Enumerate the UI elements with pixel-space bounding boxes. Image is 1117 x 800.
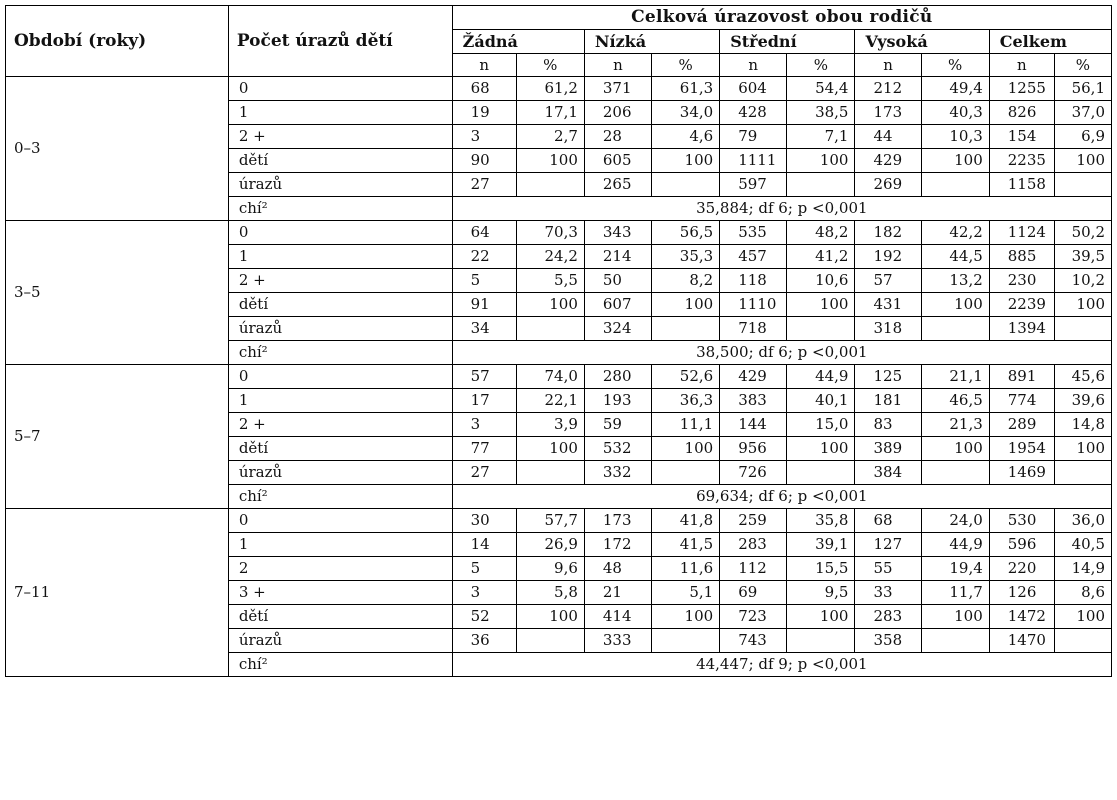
percent-cell: 49,4	[921, 77, 989, 101]
percent-cell: 26,9	[516, 533, 584, 557]
row-label: 2	[228, 557, 452, 581]
count-cell: 33	[855, 581, 921, 605]
count-cell: 22	[452, 245, 516, 269]
percent-cell	[652, 173, 720, 197]
percent-cell: 40,3	[921, 101, 989, 125]
count-cell: 83	[855, 413, 921, 437]
count-cell: 19	[452, 101, 516, 125]
count-cell: 144	[720, 413, 787, 437]
table-row	[6, 509, 1112, 533]
percent-cell: 39,6	[1054, 389, 1111, 413]
count-cell: 1470	[989, 629, 1054, 653]
count-cell: 127	[855, 533, 921, 557]
percent-cell: 46,5	[921, 389, 989, 413]
count-cell: 605	[584, 149, 651, 173]
row-label: 0	[228, 365, 452, 389]
percent-cell: 6,9	[1054, 125, 1111, 149]
count-cell: 280	[584, 365, 651, 389]
percent-cell: 100	[921, 437, 989, 461]
count-cell: 1111	[720, 149, 787, 173]
count-cell: 318	[855, 317, 921, 341]
row-label: 2 +	[228, 413, 452, 437]
count-cell: 283	[855, 605, 921, 629]
percent-cell	[787, 629, 855, 653]
count-cell: 726	[720, 461, 787, 485]
count-cell: 173	[584, 509, 651, 533]
count-cell: 1158	[989, 173, 1054, 197]
count-cell: 1954	[989, 437, 1054, 461]
count-cell: 333	[584, 629, 651, 653]
header-pct: %	[1054, 54, 1111, 77]
percent-cell: 100	[787, 437, 855, 461]
count-cell: 1124	[989, 221, 1054, 245]
header-pct: %	[516, 54, 584, 77]
percent-cell: 4,6	[652, 125, 720, 149]
percent-cell: 17,1	[516, 101, 584, 125]
percent-cell: 56,1	[1054, 77, 1111, 101]
table-body	[6, 77, 1112, 677]
percent-cell: 14,9	[1054, 557, 1111, 581]
count-cell: 324	[584, 317, 651, 341]
table-row	[6, 221, 1112, 245]
percent-cell	[516, 461, 584, 485]
percent-cell: 11,6	[652, 557, 720, 581]
row-label: dětí	[228, 149, 452, 173]
percent-cell: 100	[787, 605, 855, 629]
count-cell: 371	[584, 77, 651, 101]
percent-cell: 44,5	[921, 245, 989, 269]
count-cell: 172	[584, 533, 651, 557]
count-cell: 358	[855, 629, 921, 653]
percent-cell: 7,1	[787, 125, 855, 149]
count-cell: 597	[720, 173, 787, 197]
percent-cell: 34,0	[652, 101, 720, 125]
percent-cell: 52,6	[652, 365, 720, 389]
header-n: n	[452, 54, 516, 77]
count-cell: 1110	[720, 293, 787, 317]
row-label: úrazů	[228, 629, 452, 653]
count-cell: 532	[584, 437, 651, 461]
percent-cell: 50,2	[1054, 221, 1111, 245]
percent-cell: 100	[652, 293, 720, 317]
count-cell: 774	[989, 389, 1054, 413]
table-row	[6, 77, 1112, 101]
header-n: n	[855, 54, 921, 77]
chi-label: chí²	[228, 197, 452, 221]
percent-cell: 100	[1054, 605, 1111, 629]
percent-cell: 19,4	[921, 557, 989, 581]
count-cell: 193	[584, 389, 651, 413]
count-cell: 27	[452, 461, 516, 485]
count-cell: 289	[989, 413, 1054, 437]
percent-cell: 36,3	[652, 389, 720, 413]
period-cell: 3–5	[6, 221, 229, 365]
row-label: 1	[228, 533, 452, 557]
percent-cell: 3,9	[516, 413, 584, 437]
row-label: 1	[228, 101, 452, 125]
count-cell: 34	[452, 317, 516, 341]
percent-cell	[516, 173, 584, 197]
percent-cell: 100	[921, 605, 989, 629]
percent-cell: 9,6	[516, 557, 584, 581]
percent-cell: 35,3	[652, 245, 720, 269]
percent-cell	[652, 629, 720, 653]
period-cell: 5–7	[6, 365, 229, 509]
percent-cell	[1054, 461, 1111, 485]
percent-cell: 8,6	[1054, 581, 1111, 605]
count-cell: 3	[452, 125, 516, 149]
row-label: 0	[228, 221, 452, 245]
percent-cell: 100	[652, 149, 720, 173]
period-cell: 0–3	[6, 77, 229, 221]
percent-cell	[921, 629, 989, 653]
count-cell: 383	[720, 389, 787, 413]
count-cell: 389	[855, 437, 921, 461]
percent-cell: 100	[1054, 293, 1111, 317]
count-cell: 2235	[989, 149, 1054, 173]
row-label: dětí	[228, 293, 452, 317]
percent-cell: 100	[516, 437, 584, 461]
count-cell: 44	[855, 125, 921, 149]
count-cell: 57	[855, 269, 921, 293]
count-cell: 206	[584, 101, 651, 125]
count-cell: 69	[720, 581, 787, 605]
count-cell: 429	[855, 149, 921, 173]
header-pct: %	[921, 54, 989, 77]
percent-cell: 40,5	[1054, 533, 1111, 557]
percent-cell	[921, 461, 989, 485]
percent-cell: 41,2	[787, 245, 855, 269]
count-cell: 891	[989, 365, 1054, 389]
percent-cell: 24,0	[921, 509, 989, 533]
percent-cell: 70,3	[516, 221, 584, 245]
chi-label: chí²	[228, 485, 452, 509]
percent-cell: 100	[516, 149, 584, 173]
count-cell: 530	[989, 509, 1054, 533]
count-cell: 743	[720, 629, 787, 653]
count-cell: 457	[720, 245, 787, 269]
count-cell: 1255	[989, 77, 1054, 101]
percent-cell: 11,1	[652, 413, 720, 437]
row-label: 0	[228, 77, 452, 101]
percent-cell: 5,8	[516, 581, 584, 605]
percent-cell: 21,1	[921, 365, 989, 389]
percent-cell	[652, 461, 720, 485]
count-cell: 14	[452, 533, 516, 557]
chi-label: chí²	[228, 653, 452, 677]
header-pct: %	[787, 54, 855, 77]
chi-value: 44,447; df 9; p <0,001	[452, 653, 1111, 677]
percent-cell: 41,8	[652, 509, 720, 533]
count-cell: 77	[452, 437, 516, 461]
percent-cell: 38,5	[787, 101, 855, 125]
count-cell: 214	[584, 245, 651, 269]
percent-cell: 100	[1054, 437, 1111, 461]
percent-cell: 14,8	[1054, 413, 1111, 437]
percent-cell: 100	[1054, 149, 1111, 173]
count-cell: 1394	[989, 317, 1054, 341]
count-cell: 596	[989, 533, 1054, 557]
count-cell: 332	[584, 461, 651, 485]
count-cell: 718	[720, 317, 787, 341]
count-cell: 57	[452, 365, 516, 389]
header-period: Období (roky)	[6, 6, 229, 77]
header-subgroup: Střední	[720, 30, 855, 54]
count-cell: 52	[452, 605, 516, 629]
chi-label: chí²	[228, 341, 452, 365]
percent-cell: 35,8	[787, 509, 855, 533]
count-cell: 64	[452, 221, 516, 245]
count-cell: 36	[452, 629, 516, 653]
percent-cell: 100	[921, 293, 989, 317]
percent-cell: 10,6	[787, 269, 855, 293]
header-subgroup: Nízká	[584, 30, 719, 54]
row-label: 2 +	[228, 269, 452, 293]
header-subgroup: Celkem	[989, 30, 1111, 54]
percent-cell: 100	[787, 293, 855, 317]
count-cell: 154	[989, 125, 1054, 149]
percent-cell: 42,2	[921, 221, 989, 245]
count-cell: 30	[452, 509, 516, 533]
count-cell: 48	[584, 557, 651, 581]
percent-cell: 100	[652, 605, 720, 629]
count-cell: 90	[452, 149, 516, 173]
percent-cell: 37,0	[1054, 101, 1111, 125]
count-cell: 414	[584, 605, 651, 629]
count-cell: 429	[720, 365, 787, 389]
percent-cell: 100	[516, 605, 584, 629]
percent-cell: 22,1	[516, 389, 584, 413]
percent-cell	[1054, 173, 1111, 197]
row-label: dětí	[228, 605, 452, 629]
count-cell: 826	[989, 101, 1054, 125]
count-cell: 607	[584, 293, 651, 317]
percent-cell: 44,9	[787, 365, 855, 389]
percent-cell: 24,2	[516, 245, 584, 269]
percent-cell: 11,7	[921, 581, 989, 605]
count-cell: 17	[452, 389, 516, 413]
percent-cell: 21,3	[921, 413, 989, 437]
count-cell: 181	[855, 389, 921, 413]
row-label: 1	[228, 389, 452, 413]
count-cell: 885	[989, 245, 1054, 269]
percent-cell: 13,2	[921, 269, 989, 293]
row-label: 3 +	[228, 581, 452, 605]
count-cell: 3	[452, 413, 516, 437]
count-cell: 68	[855, 509, 921, 533]
count-cell: 259	[720, 509, 787, 533]
percent-cell: 41,5	[652, 533, 720, 557]
percent-cell: 57,7	[516, 509, 584, 533]
percent-cell: 45,6	[1054, 365, 1111, 389]
percent-cell: 61,3	[652, 77, 720, 101]
row-label: 2 +	[228, 125, 452, 149]
percent-cell: 10,2	[1054, 269, 1111, 293]
percent-cell	[516, 629, 584, 653]
percent-cell: 39,1	[787, 533, 855, 557]
percent-cell: 39,5	[1054, 245, 1111, 269]
row-label: dětí	[228, 437, 452, 461]
count-cell: 269	[855, 173, 921, 197]
count-cell: 604	[720, 77, 787, 101]
percent-cell: 10,3	[921, 125, 989, 149]
chi-value: 35,884; df 6; p <0,001	[452, 197, 1111, 221]
percent-cell: 5,1	[652, 581, 720, 605]
percent-cell: 36,0	[1054, 509, 1111, 533]
percent-cell: 5,5	[516, 269, 584, 293]
count-cell: 27	[452, 173, 516, 197]
count-cell: 5	[452, 269, 516, 293]
count-cell: 55	[855, 557, 921, 581]
count-cell: 59	[584, 413, 651, 437]
row-label: 0	[228, 509, 452, 533]
percent-cell	[516, 317, 584, 341]
chi-value: 69,634; df 6; p <0,001	[452, 485, 1111, 509]
header-count: Počet úrazů dětí	[228, 6, 452, 77]
percent-cell	[921, 317, 989, 341]
percent-cell	[787, 317, 855, 341]
count-cell: 431	[855, 293, 921, 317]
count-cell: 723	[720, 605, 787, 629]
count-cell: 428	[720, 101, 787, 125]
count-cell: 50	[584, 269, 651, 293]
count-cell: 1469	[989, 461, 1054, 485]
table-row	[6, 365, 1112, 389]
count-cell: 535	[720, 221, 787, 245]
header-subgroup: Vysoká	[855, 30, 989, 54]
percent-cell: 74,0	[516, 365, 584, 389]
count-cell: 230	[989, 269, 1054, 293]
percent-cell: 40,1	[787, 389, 855, 413]
header-subgroup: Žádná	[452, 30, 584, 54]
count-cell: 112	[720, 557, 787, 581]
percent-cell: 15,0	[787, 413, 855, 437]
header-n: n	[989, 54, 1054, 77]
percent-cell: 9,5	[787, 581, 855, 605]
count-cell: 343	[584, 221, 651, 245]
count-cell: 265	[584, 173, 651, 197]
count-cell: 125	[855, 365, 921, 389]
count-cell: 21	[584, 581, 651, 605]
percent-cell	[787, 173, 855, 197]
count-cell: 68	[452, 77, 516, 101]
count-cell: 2239	[989, 293, 1054, 317]
percent-cell: 44,9	[921, 533, 989, 557]
row-label: úrazů	[228, 317, 452, 341]
percent-cell: 100	[921, 149, 989, 173]
percent-cell: 2,7	[516, 125, 584, 149]
count-cell: 384	[855, 461, 921, 485]
percent-cell	[1054, 629, 1111, 653]
chi-value: 38,500; df 6; p <0,001	[452, 341, 1111, 365]
percent-cell: 54,4	[787, 77, 855, 101]
count-cell: 192	[855, 245, 921, 269]
header-n: n	[720, 54, 787, 77]
count-cell: 91	[452, 293, 516, 317]
count-cell: 283	[720, 533, 787, 557]
percent-cell: 61,2	[516, 77, 584, 101]
injury-table	[5, 5, 1112, 677]
table-header	[6, 6, 1112, 77]
header-group: Celková úrazovost obou rodičů	[452, 6, 1111, 30]
percent-cell: 48,2	[787, 221, 855, 245]
period-cell: 7–11	[6, 509, 229, 677]
row-label: úrazů	[228, 173, 452, 197]
count-cell: 220	[989, 557, 1054, 581]
percent-cell: 100	[652, 437, 720, 461]
percent-cell	[652, 317, 720, 341]
percent-cell	[787, 461, 855, 485]
count-cell: 118	[720, 269, 787, 293]
percent-cell: 15,5	[787, 557, 855, 581]
count-cell: 3	[452, 581, 516, 605]
count-cell: 956	[720, 437, 787, 461]
count-cell: 126	[989, 581, 1054, 605]
count-cell: 182	[855, 221, 921, 245]
count-cell: 173	[855, 101, 921, 125]
count-cell: 1472	[989, 605, 1054, 629]
header-n: n	[584, 54, 651, 77]
count-cell: 212	[855, 77, 921, 101]
header-pct: %	[652, 54, 720, 77]
percent-cell: 8,2	[652, 269, 720, 293]
percent-cell	[921, 173, 989, 197]
row-label: úrazů	[228, 461, 452, 485]
percent-cell: 100	[516, 293, 584, 317]
percent-cell: 100	[787, 149, 855, 173]
percent-cell	[1054, 317, 1111, 341]
count-cell: 5	[452, 557, 516, 581]
percent-cell: 56,5	[652, 221, 720, 245]
count-cell: 79	[720, 125, 787, 149]
count-cell: 28	[584, 125, 651, 149]
row-label: 1	[228, 245, 452, 269]
